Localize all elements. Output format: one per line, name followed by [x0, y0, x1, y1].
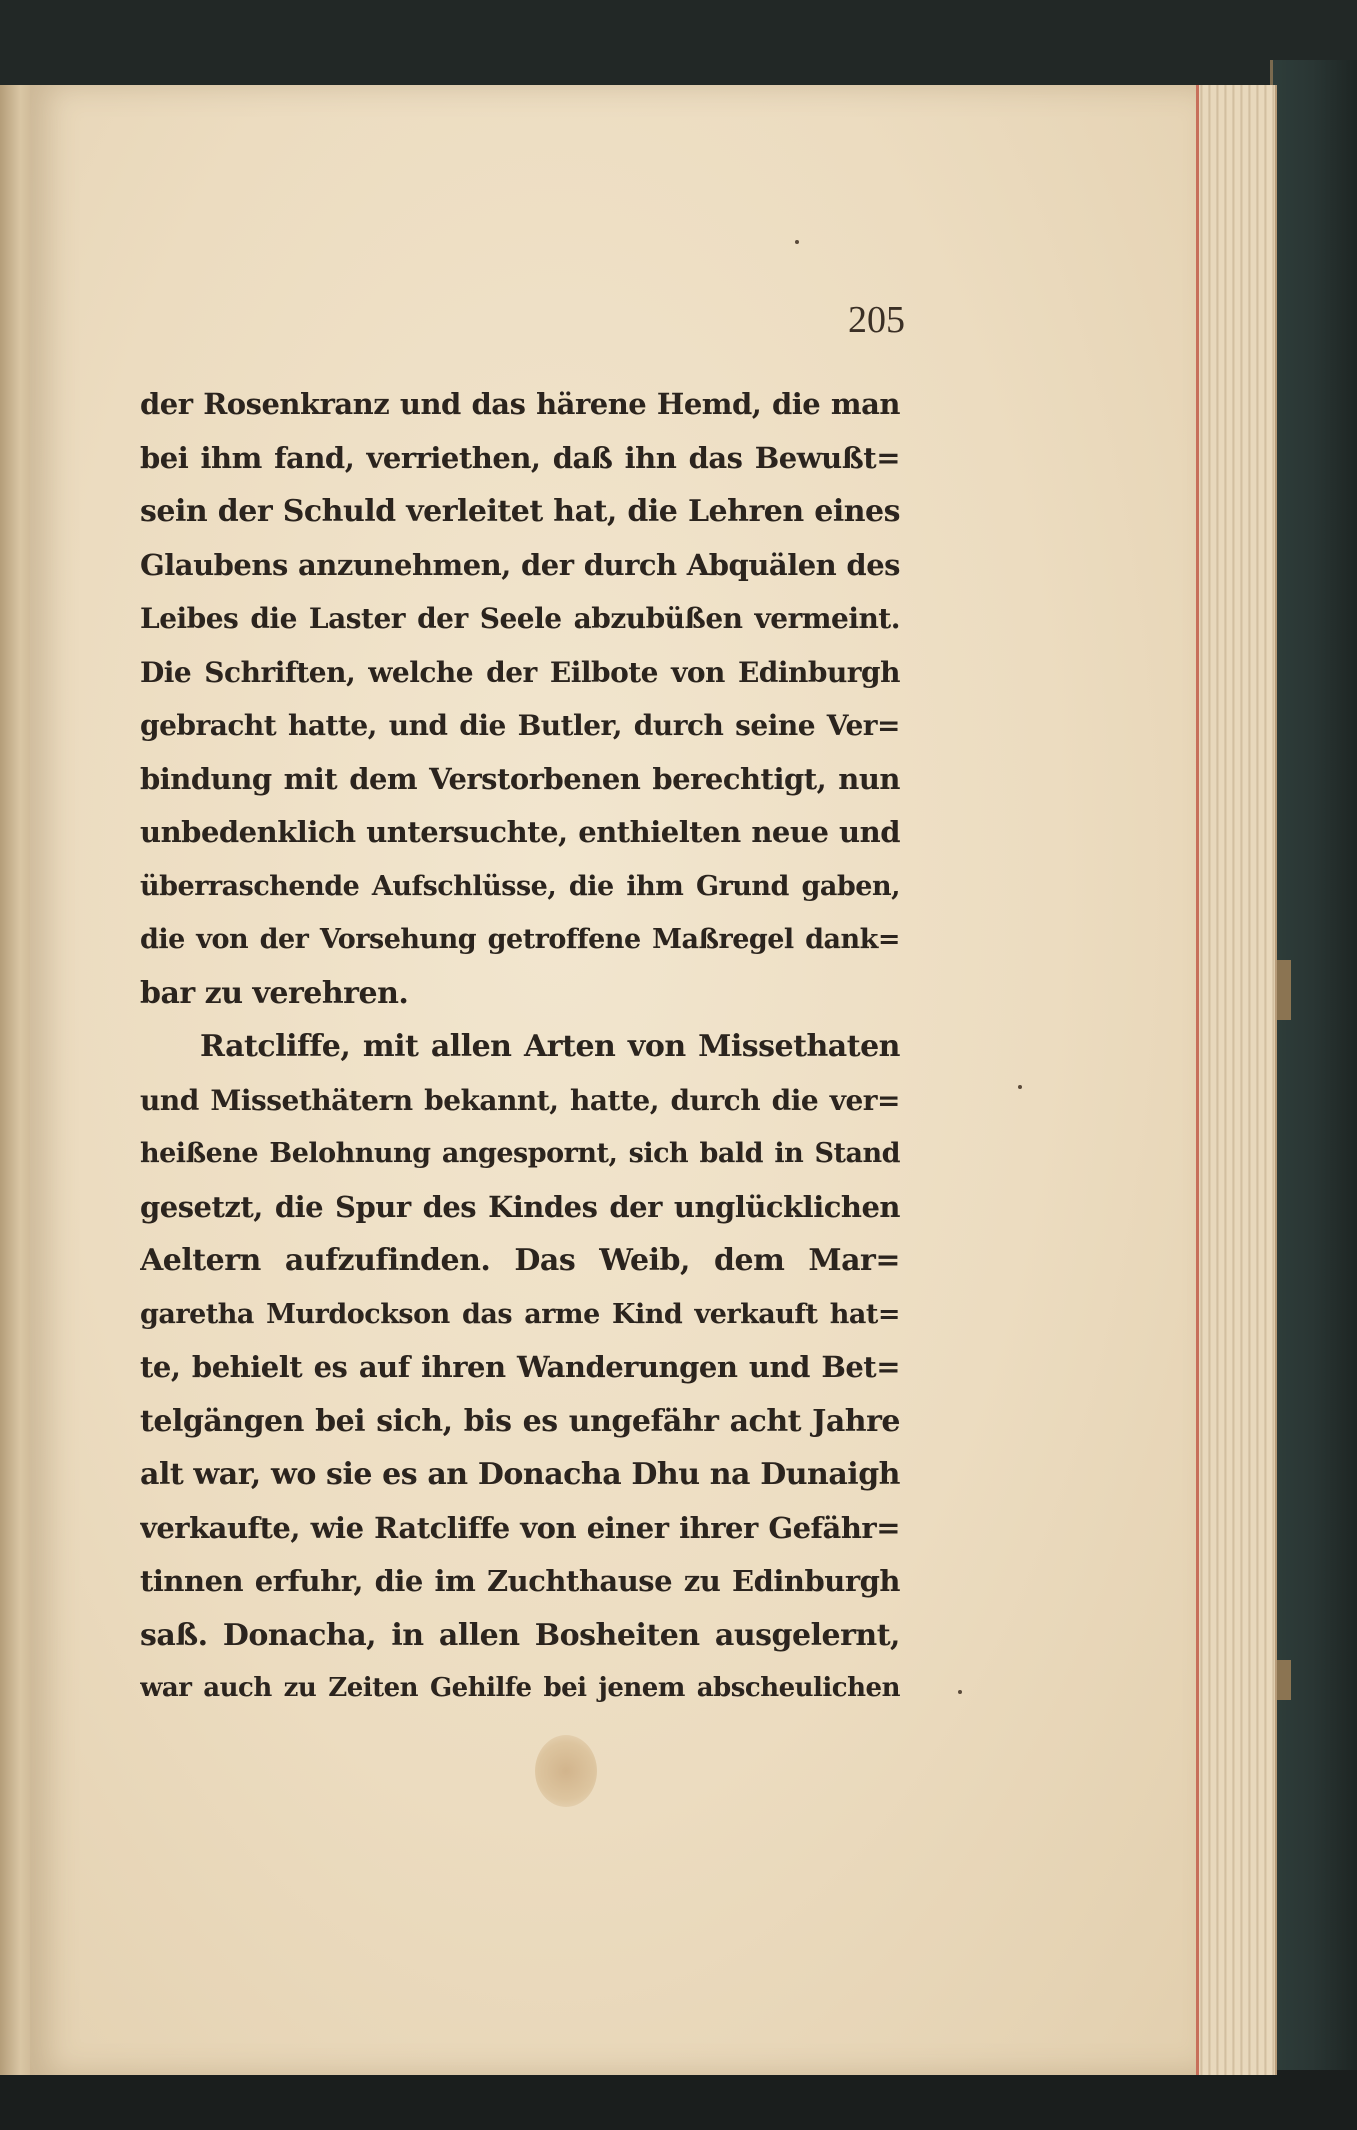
text-line: überraschende Aufschlüsse, die ihm Grund gaben,	[140, 870, 900, 902]
book-gutter	[0, 85, 34, 2075]
text-line: Glaubens anzunehmen, der durch Abquälen des	[140, 547, 900, 582]
text-line: alt war, wo sie es an Donacha Dhu na Dunaigh	[140, 1457, 900, 1492]
text-line: Aeltern aufzufinden. Das Weib, dem Mar=	[140, 1243, 900, 1278]
page-speck	[958, 1690, 962, 1694]
text-line: bei ihm fand, verriethen, daß ihn das Bewußt=	[140, 440, 900, 475]
text-line: tinnen erfuhr, die im Zuchthause zu Edinburgh	[140, 1564, 900, 1598]
text-line: telgängen bei sich, bis es ungefähr acht Jahre	[140, 1403, 900, 1439]
text-line: Die Schriften, welche der Eilbote von Edinburgh	[140, 655, 900, 689]
text-line: bar zu verehren.	[140, 975, 409, 1011]
text-line: der Rosenkranz und das härene Hemd, die man	[140, 387, 900, 421]
text-line: garetha Murdockson das arme Kind verkauft hat=	[140, 1298, 900, 1330]
page-speck	[795, 240, 799, 244]
text-line: te, behielt es auf ihren Wanderungen und Bet=	[140, 1350, 900, 1384]
page-speck	[1018, 1085, 1022, 1089]
text-line: saß. Donacha, in allen Bosheiten ausgelernt,	[140, 1617, 900, 1653]
text-line: gebracht hatte, und die Butler, durch seine Ver=	[140, 709, 900, 742]
text-line: war auch zu Zeiten Gehilfe bei jenem abscheulichen	[140, 1673, 900, 1703]
page-number: 205	[848, 299, 905, 341]
text-line: verkaufte, wie Ratcliffe von einer ihrer Gefähr=	[140, 1510, 900, 1545]
paragraph	[140, 1020, 900, 1716]
text-line: und Missethätern bekannt, hatte, durch die ver=	[140, 1083, 900, 1117]
text-line: heißene Belohnung angespornt, sich bald in Stand	[140, 1138, 900, 1169]
text-line: die von der Vorsehung getroffene Maßregel dank=	[140, 924, 900, 955]
text-line: unbedenklich untersuchte, enthielten neue und	[140, 815, 900, 849]
text-line: bindung mit dem Verstorbenen berechtigt, nun	[140, 761, 900, 796]
page-stain	[535, 1735, 597, 1807]
text-line: Ratcliffe, mit allen Arten von Missethaten	[200, 1029, 900, 1064]
body-text	[140, 378, 900, 1716]
text-line: sein der Schuld verleitet hat, die Lehren eines	[140, 494, 900, 529]
book-cover-edge	[1270, 60, 1357, 2070]
text-line: Leibes die Laster der Seele abzubüßen vermeint.	[140, 602, 900, 635]
page-stack-edge	[1195, 85, 1277, 2075]
paragraph	[140, 378, 900, 1020]
text-line: gesetzt, die Spur des Kindes der unglücklichen	[140, 1189, 900, 1224]
